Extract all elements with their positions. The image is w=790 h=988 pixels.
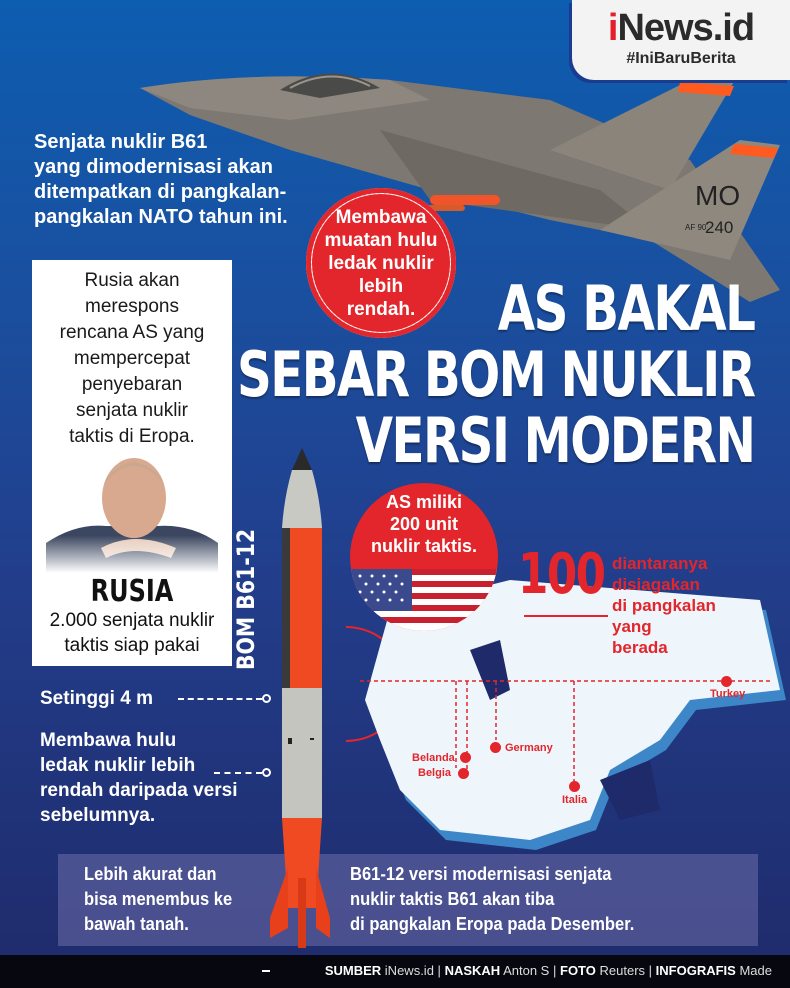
label-belanda: Belanda (412, 752, 455, 764)
warhead-leader-dot (262, 768, 271, 777)
page-title: AS BAKAL SEBAR BOM NUKLIR VERSI MODERN (236, 272, 754, 477)
pin-germany (490, 742, 501, 753)
russia-stat: 2.000 senjata nuklir taktis siap pakai (49, 610, 215, 656)
russia-label: RUSIA (90, 574, 174, 609)
putin-portrait-image (46, 448, 218, 573)
divider (524, 615, 608, 617)
russia-panel (32, 260, 232, 666)
arrival-note: B61-12 versi modernisasi senjata nuklir taktis B61 akan tiba di pangkalan Eropa pada Desember. (350, 864, 635, 934)
russia-response-text: Rusia akan merespons rencana AS yang mempercepat penyebaran senjata nuklir taktis di Eropa. (59, 270, 205, 447)
tail-number: 240 (705, 218, 734, 237)
tail-code: MO (695, 180, 741, 211)
credits-text: SUMBER iNews.id | NASKAH Anton S | FOTO Reuters | INFOGRAFIS Made (324, 963, 772, 978)
warhead-bubble: Membawa muatan hulu ledak nuklir lebih rendah. (306, 188, 456, 338)
us-arsenal-bubble: AS miliki 200 unit nuklir taktis. (350, 483, 498, 631)
warhead-callout: Membawa hulu ledak nuklir lebih rendah daripada versi sebelumnya. (40, 730, 238, 826)
footer-dash (262, 970, 270, 972)
deployment-count: 100 (518, 542, 605, 607)
svg-text:AF 90: AF 90 (685, 223, 707, 232)
logo-wordmark: iNews.id (607, 7, 755, 49)
height-callout: Setinggi 4 m (40, 688, 153, 709)
pin-belanda (460, 752, 471, 763)
warhead-leader-line (214, 772, 262, 774)
label-turkey: Turkey (710, 688, 746, 700)
pin-belgia (458, 768, 469, 779)
inews-logo (572, 0, 790, 80)
bomb-label: BOM B61-12 (232, 528, 260, 670)
pin-italia (569, 781, 580, 792)
height-leader-line (178, 698, 262, 700)
accuracy-note: Lebih akurat dan bisa menembus ke bawah tanah. (84, 864, 233, 934)
intro-text: Senjata nuklir B61 yang dimodernisasi akan ditempatkan di pangkalan- pangkalan NATO tahun ini. (34, 131, 288, 228)
credits-footer (0, 955, 790, 988)
deployment-callout (512, 543, 752, 683)
b61-bomb-image (262, 448, 332, 948)
us-flag-icon (350, 569, 498, 631)
label-belgia: Belgia (418, 767, 452, 779)
logo-tagline: #IniBaruBerita (626, 50, 736, 67)
label-italia: Italia (562, 794, 588, 806)
deployment-text: diantaranya disiagakan di pangkalan yang berada (612, 554, 716, 657)
label-germany: Germany (505, 742, 553, 754)
height-leader-dot (262, 694, 271, 703)
